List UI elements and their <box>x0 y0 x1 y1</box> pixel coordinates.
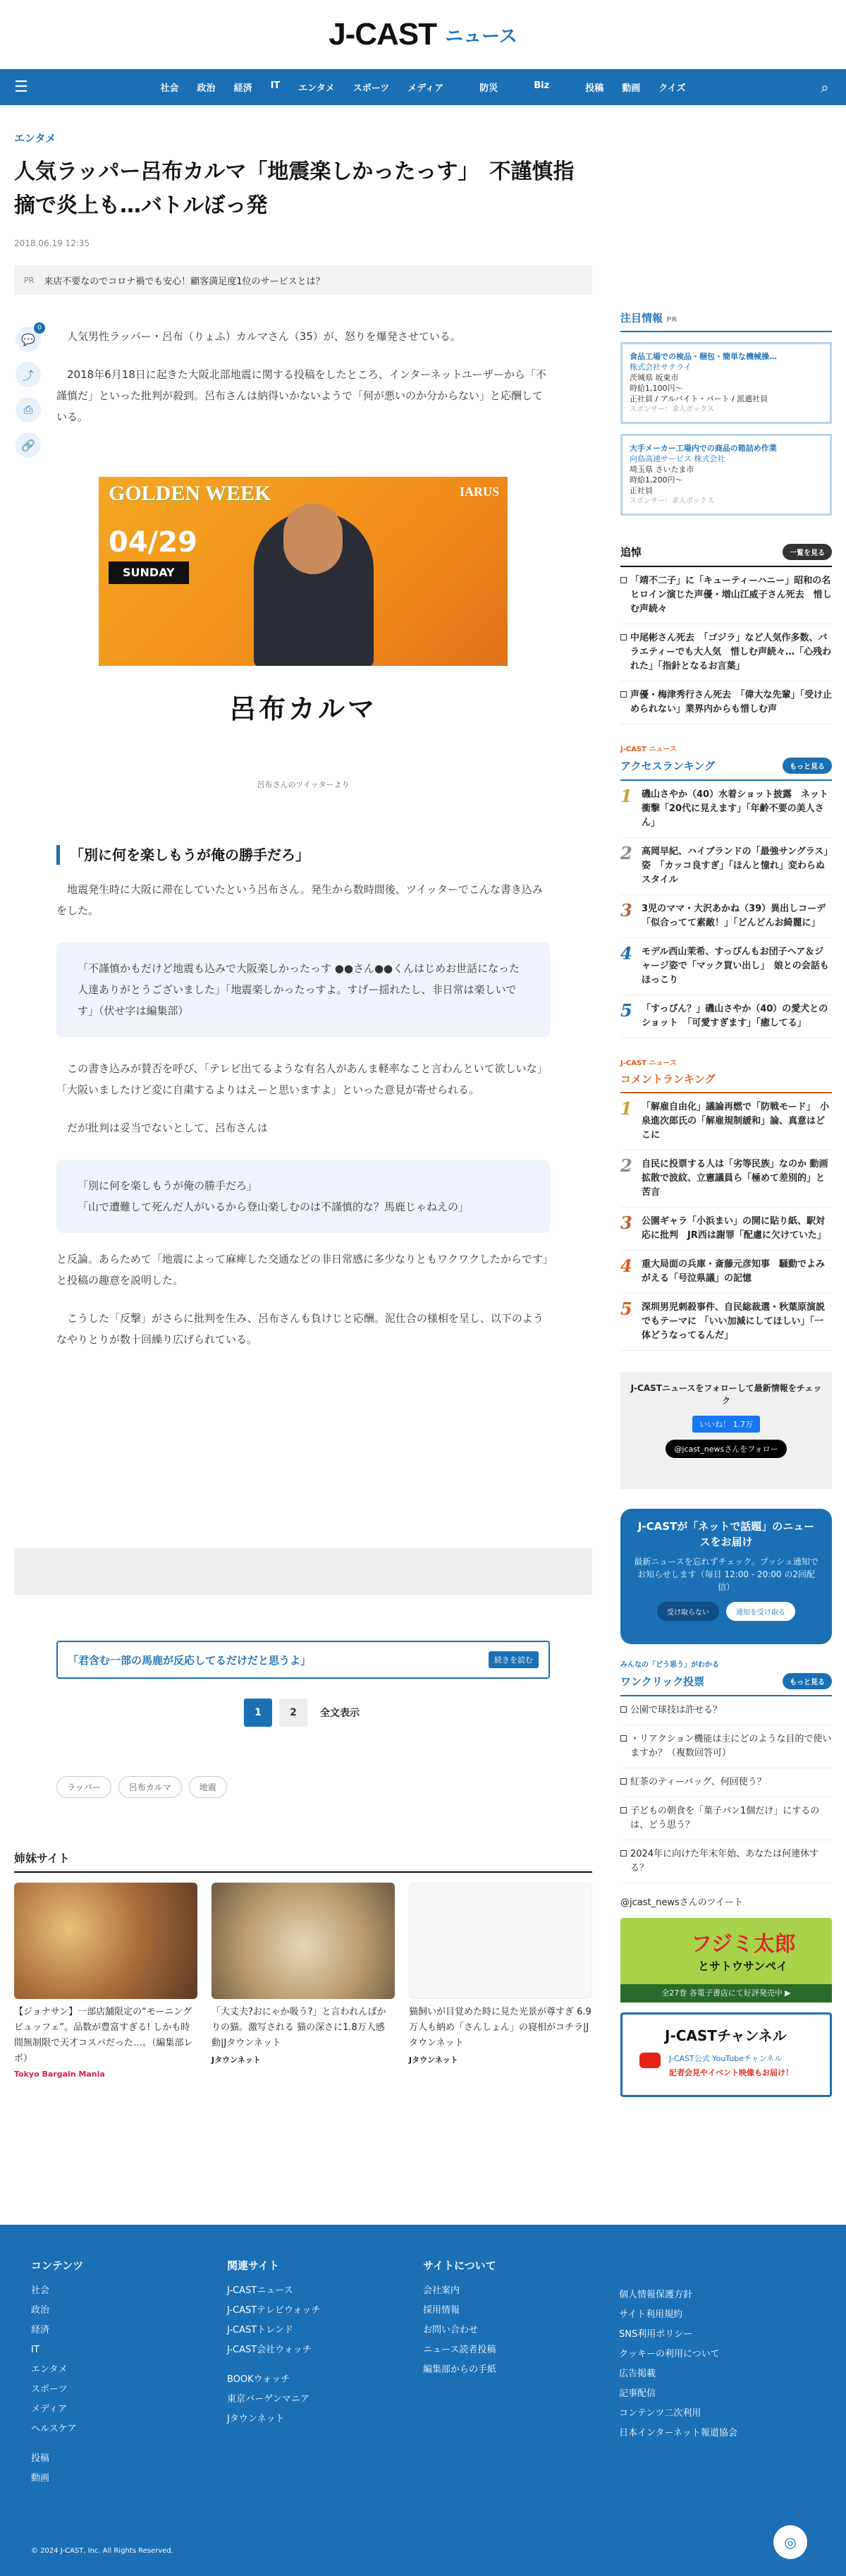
nav-item-video[interactable]: 動画 <box>622 83 641 94</box>
rank-number: 5 <box>620 1299 632 1319</box>
footer-link[interactable]: 編集部からの手紙 <box>423 2364 497 2375</box>
banner-foot: 記者会見やイベント映像もお届け！ <box>669 2068 793 2077</box>
paragraph: 人気男性ラッパー・呂布（りょふ）カルマさん（35）が、怒りを爆発させている。 <box>67 330 461 343</box>
footer-link[interactable]: 広告掲載 <box>619 2369 656 2379</box>
ranking-item[interactable] <box>620 895 835 938</box>
ranking-item[interactable] <box>620 1251 832 1294</box>
ad-location: 埼玉県 さいたま市 <box>630 465 694 474</box>
footer-link[interactable]: 記事配信 <box>619 2388 656 2399</box>
pr-tag: PR <box>24 275 35 285</box>
list-item[interactable]: 中尾彬さん死去 「ゴジラ」など人気作多数、バラエティーでも大人気 惜しむ声続々…「心残われた」「指針となるお言葉」 <box>620 624 832 681</box>
x-follow-button[interactable]: @jcast_newsさんをフォロー <box>666 1440 786 1458</box>
rank-number: 1 <box>620 786 632 806</box>
article-tags <box>56 1776 227 1798</box>
quote-text: 「別に何を楽しもうが俺の勝手だろ」 <box>78 1179 258 1192</box>
sister-sites <box>14 1849 592 2079</box>
footer-link[interactable]: 投稿 <box>31 2453 50 2464</box>
ad-title: 食品工場での検品・梱包・簡単な機械操… <box>630 352 777 361</box>
comment-ranking-heading <box>620 1071 832 1093</box>
list-item[interactable]: 2024年に向けた年末年始、あなたは何連休する？ <box>620 1840 832 1883</box>
obit-list <box>620 567 832 724</box>
rank-number: 3 <box>620 900 632 921</box>
youtube-icon <box>639 2053 661 2068</box>
nav-item-it[interactable]: IT <box>270 80 281 91</box>
footer-heading: サイトについて <box>423 2259 496 2272</box>
rank-text: 3児のママ・大沢あかね（39）異出しコーデ 「似合ってて素敵！」「どんどんお綺麗に」 <box>642 904 835 928</box>
site-footer <box>0 2225 846 2576</box>
footer-link[interactable]: ヘルスケア <box>31 2424 77 2434</box>
link-icon[interactable]: 🔗 <box>16 432 41 458</box>
rank-text: 公園ギャラ「小浜まい」の開に貼り紙、駅対応に批判 JR西は謝罪「配慮に欠けていた」 <box>642 1216 826 1241</box>
card-text: 【ジョナサン】一部店舗限定の“モーニングビュッフェ”。品数が豊富すぎる! しかも時間無制限で天才コスパだった…。（編集部レポ） <box>14 2007 193 2064</box>
job-ad[interactable] <box>620 434 832 516</box>
manga-banner[interactable] <box>620 1918 832 2003</box>
ad-sponsor: スポンサー：求人ボックス <box>630 406 714 413</box>
poll-more-button[interactable]: もっと見る <box>783 1673 832 1689</box>
list-item[interactable]: 紅茶のティーバッグ、何回使う？ <box>620 1768 832 1797</box>
footer-link[interactable]: クッキーの利用について <box>619 2349 720 2359</box>
footer-link[interactable]: J-CASTテレビウォッチ <box>227 2305 321 2316</box>
follow-text: J-CASTニュースをフォローして最新情報をチェック <box>630 1383 822 1406</box>
tweet-quote <box>56 1160 550 1233</box>
footer-link[interactable]: 政治 <box>31 2305 50 2316</box>
pagination <box>244 1699 360 1727</box>
article-header <box>14 130 592 295</box>
ranking-item[interactable] <box>620 1093 832 1150</box>
nav-item-media[interactable]: メディア <box>407 83 444 94</box>
featured-heading <box>620 310 832 332</box>
job-ad[interactable] <box>620 342 832 424</box>
read-more-button[interactable]: 続きを読む <box>489 1651 539 1668</box>
banner-foot: 全27巻 各電子書店にて好評発売中 ▶ <box>620 1984 832 2003</box>
ranking-item[interactable] <box>620 838 832 895</box>
ranking-item[interactable] <box>620 1150 832 1208</box>
footer-link[interactable]: サイト利用規約 <box>619 2309 683 2320</box>
site-tag: J-CAST ニュース <box>620 746 677 753</box>
push-decline-button[interactable]: 受け取らない <box>657 1602 719 1621</box>
ad-type: 正社員 <box>630 486 653 495</box>
rank-number: 4 <box>620 943 632 964</box>
card-text: 猫飼いが目覚めた時に見た光景が尊すぎ 6.9万人も納め「さんしょん」の寝相がコチラ|Jタウンネット <box>409 2007 591 2048</box>
tag[interactable]: 地震 <box>189 1776 227 1798</box>
global-nav <box>0 69 846 105</box>
follow-box <box>620 1372 832 1489</box>
rank-number: 1 <box>620 1098 632 1119</box>
ranking-item[interactable] <box>620 1294 832 1351</box>
card-image <box>14 1883 197 1999</box>
event-flyer-photo <box>99 477 508 732</box>
obit-title: 追悼 <box>620 546 642 559</box>
paragraph: こうした「反撃」がさらに批判を生み、呂布さんも負けじと応酬。泥仕合の様相を呈し、以下のようなやりとりが数十回繰り広げられている。 <box>56 1312 544 1346</box>
site-tag: J-CAST ニュース <box>620 1059 677 1067</box>
image-caption: 呂布さんのツイッターより <box>257 780 350 789</box>
list-item[interactable]: 「靖不二子」に「キューティーハニー」昭和の名ヒロイン演じた声優・増山江威子さん死去 惜しむ声続々 <box>620 567 832 624</box>
footer-link[interactable]: エンタメ <box>31 2364 68 2375</box>
print-icon[interactable]: ⎙ <box>16 397 41 423</box>
paragraph: だが批判は妥当でないとして、呂布さんは <box>67 1122 268 1134</box>
footer-link[interactable]: J-CAST会社ウォッチ <box>227 2345 312 2355</box>
featured-title: 注目情報 <box>620 312 663 324</box>
paragraph: 2018年6月18日に起きた大阪北部地震に関する投稿をしたところ、インターネットユーザーから「不謹慎だ」といった批判が殺到。呂布さんは納得いかないようで「何が悪いのか分からない」と応酬している。 <box>56 368 546 423</box>
push-accept-button[interactable]: 通知を受け取る <box>726 1602 795 1621</box>
footer-link[interactable]: Jタウンネット <box>227 2414 285 2424</box>
nav-items <box>42 80 804 94</box>
article-title: 人気ラッパー呂布カルマ「地震楽しかったっす」 不謹慎指摘で炎上も…バトルぼっ発 <box>14 159 575 218</box>
rank-number: 2 <box>620 843 632 863</box>
sister-heading: 姉妹サイト <box>14 1849 592 1873</box>
card-image <box>212 1883 395 1999</box>
card-brand: Jタウンネット <box>409 2055 458 2065</box>
nav-item-politics[interactable]: 政治 <box>197 83 216 94</box>
search-icon[interactable]: ⌕ <box>821 78 829 96</box>
push-title: J-CASTが「ネットで話題」のニュースをお届け <box>637 1520 815 1548</box>
flyer-name: 呂布カルマ <box>228 693 377 724</box>
footer-heading: コンテンツ <box>31 2259 84 2272</box>
comment-ranking-title: コメントランキング <box>620 1073 716 1086</box>
poll-title: ワンクリック投票 <box>620 1675 705 1688</box>
nav-item-society[interactable]: 社会 <box>160 83 179 94</box>
ranking-item[interactable] <box>620 938 832 995</box>
footer-link[interactable]: BOOKウォッチ <box>227 2374 290 2385</box>
nav-item-post[interactable]: 投稿 <box>585 83 604 94</box>
nav-item-economy[interactable]: 経済 <box>233 83 252 94</box>
footer-related <box>227 2256 320 2429</box>
rank-text: 深圳男児刺殺事件、自民総裁選・秋葉原演説でもテーマに 「いい加減にしてほしい」「一体どうなってるんだ」 <box>642 1302 826 1341</box>
footer-link[interactable]: 社会 <box>31 2285 50 2296</box>
featured-pr: PR <box>666 316 678 324</box>
rank-text: 磯山さやか（40）水着ショット披露 ネット衝撃「20代に見えます」「年齢不要の美人さん」 <box>642 789 828 828</box>
ranking-item[interactable] <box>620 995 832 1038</box>
rank-text: 「すっぴん？」磯山さやか（40）の愛犬とのショット 「可愛すぎます」「癒してる」 <box>642 1004 828 1028</box>
sidebar <box>620 310 835 2097</box>
rank-number: 2 <box>620 1155 632 1176</box>
copyright: © 2024 J-CAST, Inc. All Rights Reserved. <box>31 2547 173 2555</box>
tag[interactable]: 呂布カルマ <box>118 1776 182 1798</box>
rank-text: モデル西山茉希、すっぴんもお団子ヘア＆ジャージ姿で「マック買い出し」 娘との会話もほっこり <box>642 947 829 985</box>
ad-pay: 時給1,100円～ <box>630 384 683 393</box>
footer-link[interactable]: 日本インターネット報道協会 <box>619 2428 737 2438</box>
article-date: 2018.06.19 12:35 <box>14 238 90 248</box>
rank-number: 5 <box>620 1000 632 1021</box>
continue-reading[interactable] <box>56 1641 550 1679</box>
poll-heading <box>620 1673 832 1696</box>
banner-sub: とサトウサンペイ <box>698 1960 788 1973</box>
youtube-banner[interactable] <box>620 2012 832 2097</box>
footer-link[interactable]: 個人情報保護方針 <box>619 2290 693 2300</box>
hamburger-menu-icon[interactable]: ☰ <box>14 78 28 96</box>
tag[interactable]: ラッパー <box>56 1776 111 1798</box>
section-heading: 「別に何を楽しもうが俺の勝手だろ」 <box>56 845 550 865</box>
obit-more-button[interactable]: 一覧を見る <box>783 544 832 560</box>
list-item[interactable]: 子どもの朝食を「菓子パン1個だけ」にするのは、どう思う？ <box>620 1797 832 1840</box>
footer-link[interactable]: 動画 <box>31 2473 50 2484</box>
footer-link[interactable]: 会社案内 <box>423 2285 460 2296</box>
footer-link[interactable]: コンテンツ二次利用 <box>619 2408 701 2419</box>
site-logo[interactable] <box>0 0 846 69</box>
show-all-link[interactable]: 全文表示 <box>320 1708 360 1719</box>
footer-link[interactable]: メディア <box>31 2404 67 2414</box>
footer-about <box>423 2256 496 2380</box>
paragraph: 地震発生時に大阪に滞在していたという呂布さん。発生から数時間後、ツイッターでこんな書き込みをした。 <box>56 883 543 917</box>
paragraph: と反論。あらためて「地震によって麻痺した交通などの非日常感に多少なりともワクワクしたからです」と投稿の趣意を説明した。 <box>56 1253 548 1287</box>
footer-contents <box>31 2256 83 2489</box>
footer-link[interactable]: スポーツ <box>31 2384 68 2395</box>
nav-item-entertainment[interactable]: エンタメ <box>298 83 335 94</box>
facebook-like-button[interactable]: いいね！ 1.7万 <box>692 1416 760 1433</box>
rank-text: 重大局面の兵庫・斎藤元彦知事 騒動でよみがえる「号泣県議」の記憶 <box>642 1259 826 1284</box>
flyer-date: 04/29 <box>109 526 197 559</box>
obit-heading <box>620 544 832 567</box>
logo-sub: ニュース <box>445 25 517 47</box>
share-icon[interactable]: ⤴ <box>16 362 41 387</box>
rank-number: 4 <box>620 1256 632 1276</box>
card-brand: Jタウンネット <box>212 2055 261 2065</box>
comment-count: 0 <box>34 322 45 334</box>
footer-link[interactable]: お問い合わせ <box>423 2325 479 2335</box>
ad-sponsor: スポンサー：求人ボックス <box>630 497 714 505</box>
sister-card[interactable] <box>14 1883 197 2079</box>
footer-heading: 関連サイト <box>227 2259 279 2272</box>
ad-pay: 時給1,200円～ <box>630 475 683 485</box>
banner-title: J-CASTチャンネル <box>665 2027 787 2044</box>
card-text: 「大丈夫?おにゃか吸う?」と言われんばかりの猫。激写される 猫の深さに1.8万人感動|Jタウンネット <box>212 2007 386 2048</box>
paragraph: この書き込みが賛否を呼び、「テレビ出てるような有名人があんま軽率なこと言わんといて欲しいな」「大阪いましたけど変に自粛するよりはえーと思いますよ」といった意見が寄せられる。 <box>56 1062 548 1096</box>
flyer-day: SUNDAY <box>109 561 189 584</box>
ad-location: 茨城県 坂東市 <box>630 373 679 382</box>
nav-item-sports[interactable]: スポーツ <box>352 83 390 94</box>
footer-link[interactable]: SNS利用ポリシー <box>619 2329 693 2340</box>
footer-link[interactable]: J-CASTトレンド <box>227 2325 293 2335</box>
quote-text: 「山で遭難して死んだ人がいるから登山楽しむのは不謹慎的な？馬鹿じゃねえの」 <box>78 1201 470 1213</box>
pr-banner[interactable] <box>14 265 592 295</box>
comment-icon[interactable]: 💬 0 <box>16 327 41 352</box>
banner-title: フジミ太郎 <box>691 1932 796 1957</box>
poll-tag: みんなの「どう思う」がわかる <box>620 1661 719 1669</box>
rank-text: 自民に投票する人は「劣等民族」なのか 動画拡散で波紋、立憲議員ら「極めて差別的」と苦言 <box>642 1159 828 1198</box>
nav-item-disaster[interactable]: 防災 <box>479 83 498 94</box>
footer-policy <box>619 2285 737 2443</box>
page-2[interactable]: 2 <box>279 1699 307 1727</box>
tweet-quote <box>56 942 550 1037</box>
banner-sub: J-CAST公式 YouTubeチャンネル <box>669 2054 783 2063</box>
access-more-button[interactable]: もっと見る <box>783 758 832 774</box>
quote-text: 「不謹慎かもだけど地震も込みで大阪楽しかったっす ●●さん●●くんはじめお世話になった人達ありがとうございました」「地震楽しかったっすよ。すげー揺れたし、非日常は楽しいです」（伏せ字は編集部） <box>78 962 520 1017</box>
ad-title: 大手メーカー工場内での商品の箱詰め作業 <box>630 444 777 453</box>
footer-link[interactable]: IT <box>31 2345 39 2355</box>
rank-text: 高岡早紀、ハイブランドの「最強サングラス」姿 「カッコ良すぎ」「ほんと憧れ」変わらぬスタイル <box>642 846 828 885</box>
nav-item-biz[interactable]: Biz <box>534 80 550 91</box>
list-item[interactable]: 公園で球技は許せる？ <box>620 1696 832 1725</box>
sister-card[interactable] <box>409 1883 592 2079</box>
page-1[interactable]: 1 <box>244 1699 272 1727</box>
ad-company: 株式会社サテライ <box>630 363 692 372</box>
card-brand: Tokyo Bargain Mania <box>14 2070 105 2079</box>
list-item[interactable]: ・リアクション機能は主にどのような目的で使いますか？（複数回答可） <box>620 1725 832 1768</box>
nav-item-quiz[interactable]: クイズ <box>658 83 686 94</box>
list-item[interactable]: 声優・梅津秀行さん死去 「偉大な先輩」「受け止められない」業界内からも惜しむ声 <box>620 681 832 724</box>
flyer-venue: IARUS <box>459 485 499 499</box>
article-body <box>56 326 550 1350</box>
footer-link[interactable]: ニュース読者投稿 <box>423 2345 496 2355</box>
share-toolbar <box>16 324 47 468</box>
next-teaser: 「君含む一部の馬鹿が反応してるだけだと思うよ」 <box>68 1653 312 1667</box>
flyer-event: GOLDEN WEEK <box>109 482 271 505</box>
logo-text: J-CAST <box>329 17 437 51</box>
ad-type: 正社員 / アルバイト・パート / 派遣社員 <box>630 394 768 403</box>
rank-text: 「解雇自由化」議論再燃で「防戦モード」 小泉進次郎氏の「解雇規制緩和」論、真意はどこに <box>642 1102 829 1141</box>
person-face <box>283 504 343 574</box>
card-image <box>409 1883 592 1999</box>
footer-link[interactable]: J-CASTニュース <box>227 2285 293 2296</box>
access-ranking-title: アクセスランキング <box>620 760 716 772</box>
rank-number: 3 <box>620 1213 632 1233</box>
access-ranking-heading <box>620 758 832 781</box>
footer-link[interactable]: 東京バーゲンマニア <box>227 2394 309 2405</box>
pr-text: 来店不要なのでコロナ禍でも安心！顧客満足度1位のサービスとは？ <box>44 276 325 287</box>
article-image[interactable] <box>99 477 508 732</box>
push-sub: 最新ニュースを忘れずチェック。プッシュ通知でお知らせします（毎日 12:00 - 20:00 の2回配信） <box>634 1557 819 1592</box>
push-notification-box <box>620 1509 832 1644</box>
footer-link[interactable]: 採用情報 <box>423 2305 460 2316</box>
footer-link[interactable]: 経済 <box>31 2325 50 2335</box>
ad-company: 向島高速サービス 株式会社 <box>630 454 725 463</box>
ad-placeholder <box>14 1548 592 1595</box>
article-category[interactable]: エンタメ <box>14 132 56 145</box>
ranking-item[interactable] <box>620 781 832 838</box>
tweet-label[interactable]: @jcast_newsさんのツイート <box>620 1897 743 1908</box>
poll-list <box>620 1696 832 1883</box>
ranking-item[interactable] <box>620 1208 832 1251</box>
sister-card[interactable] <box>212 1883 395 2079</box>
press-association-logo-icon[interactable]: ◎ <box>773 2525 807 2559</box>
